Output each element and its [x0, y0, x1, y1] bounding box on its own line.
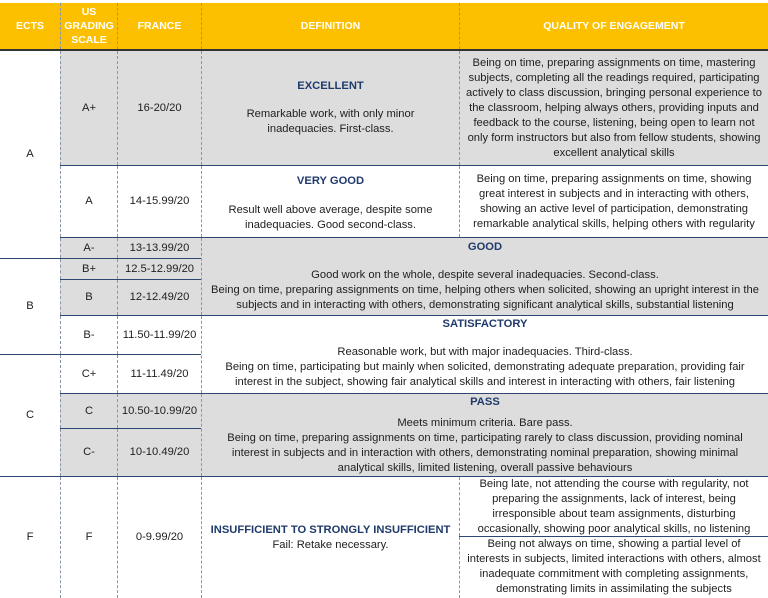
france-grade: 11-11.49/20: [130, 367, 189, 380]
header-quality-label: QUALITY OF ENGAGEMENT: [543, 20, 685, 32]
header-definition: [201, 3, 459, 49]
france-grade-cell: [117, 238, 201, 258]
definition-title: VERY GOOD: [296, 175, 365, 187]
header-france-label: FRANCE: [137, 20, 182, 32]
quality-insufficient-2: [459, 537, 768, 598]
definition-good: [201, 238, 768, 315]
header-france: [117, 3, 201, 49]
definition-text: Good work on the whole, despite several inadequacies. Second-class.: [311, 269, 659, 281]
row-divider: [60, 315, 768, 316]
definition-title: INSUFFICIENT TO STRONGLY INSUFFICIENT: [210, 523, 451, 536]
row-divider: [60, 428, 201, 429]
us-grade: C+: [81, 367, 97, 380]
france-grade-cell: [117, 429, 201, 476]
definition-text: Fail: Retake necessary.: [272, 538, 389, 551]
quality-text: Being on time, preparing assignments on time, mastering subjects, completing all the readings required, participating actively to class discussion, bringing personal experience to the classroom, helping always others, providing inputs and feedback to the course, listening, being open to learn not only form instructors but also from fellow students, showing excellent analytical skills: [466, 56, 763, 159]
row-divider: [60, 393, 768, 394]
definition-text: Meets minimum criteria. Bare pass.: [397, 417, 573, 429]
definition-insufficient: [201, 477, 459, 598]
definition-title: EXCELLENT: [297, 80, 364, 92]
us-grade: A-: [83, 241, 95, 254]
row-divider: [0, 354, 201, 355]
us-grade-cell: [60, 280, 117, 315]
us-grade-cell: [60, 477, 117, 598]
header-definition-label: DEFINITION: [300, 20, 361, 32]
ects-cell-b: [0, 258, 60, 354]
row-divider: [0, 476, 768, 477]
quality-text: Being not always on time, showing a partial level of interests in subjects, limited interactions with others, almost inadequate commitment with completing assignments, demonstrating limits in assimilating the subjects: [467, 538, 761, 595]
france-grade: 12.5-12.99/20: [124, 262, 195, 275]
ects-grade-c: C: [25, 408, 35, 421]
france-grade-cell: [117, 166, 201, 237]
us-grade-cell: [60, 355, 117, 393]
us-grade: C-: [83, 446, 95, 458]
ects-grade-a: A: [26, 148, 34, 160]
ects-cell-a: [0, 51, 60, 258]
france-grade: 10.50-10.99/20: [121, 404, 198, 417]
quality-text: Being on time, preparing assignments on time, showing great interest in subjects and in interacting with others, showing an active level of participation, demonstrating remarkable analytical skills, helping others with regularity: [473, 172, 755, 230]
us-grade: B+: [82, 262, 96, 275]
france-grade-cell: [117, 280, 201, 315]
us-grade: A: [85, 195, 93, 207]
france-grade: 13-13.99/20: [129, 241, 190, 254]
ects-grade-f: F: [26, 530, 34, 543]
definition-excellent: [201, 51, 459, 165]
france-grade: 11.50-11.99/20: [122, 328, 197, 341]
us-grade: B-: [83, 328, 95, 341]
france-grade-cell: [117, 394, 201, 428]
definition-text: Result well above average, despite some inadequacies. Good second-class.: [228, 204, 433, 231]
france-grade: 16-20/20: [137, 101, 182, 114]
definition-satisfactory: [201, 316, 768, 393]
definition-title: GOOD: [467, 241, 503, 253]
definition-title: SATISFACTORY: [442, 318, 528, 330]
header-us-grading-scale-label: US GRADING SCALE: [64, 6, 114, 46]
france-grade-cell: [117, 355, 201, 393]
france-grade: 0-9.99/20: [135, 531, 184, 543]
quality-text: Being on time, preparing assignments on time, helping others when solicited, showing an upright interest in the subjects and in interacting with others, demonstrating significant analytical skills, substantial listening: [211, 284, 759, 311]
us-grade-cell: [60, 166, 117, 237]
us-grade-cell: [60, 259, 117, 279]
header-ects-label: ECTS: [15, 20, 44, 32]
ects-cell-f: [0, 476, 60, 598]
us-grade-cell: [60, 394, 117, 428]
ects-cell-c: [0, 354, 60, 476]
quality-text: Being on time, participating but mainly when solicited, demonstrating adequate preparation, providing fair interest in the subject, showing fair analytical skills and interest in interacting with others, fair listening: [225, 361, 745, 388]
france-grade-cell: [117, 259, 201, 279]
france-grade: 10-10.49/20: [129, 446, 190, 458]
quality-very-good: [459, 166, 768, 237]
france-grade-cell: [117, 477, 201, 598]
row-divider: [60, 165, 768, 166]
us-grade-cell: [60, 238, 117, 258]
france-grade: 14-15.99/20: [129, 195, 190, 207]
us-grade: C: [84, 404, 94, 417]
definition-pass: [201, 394, 768, 476]
definition-text: Remarkable work, with only minor inadequacies. First-class.: [246, 108, 415, 135]
header-ects: [0, 3, 60, 49]
header-us-grading-scale: [60, 3, 117, 49]
header-quality-of-engagement: [459, 3, 768, 49]
france-grade-cell: [117, 51, 201, 165]
row-divider: [0, 258, 201, 259]
definition-very-good: [201, 166, 459, 237]
us-grade: A+: [82, 101, 96, 114]
quality-insufficient-1: [459, 477, 768, 536]
france-grade: 12-12.49/20: [129, 291, 190, 303]
us-grade-cell: [60, 316, 117, 354]
row-divider: [60, 279, 201, 280]
us-grade-cell: [60, 51, 117, 165]
us-grade: B: [85, 291, 93, 303]
quality-excellent: [459, 51, 768, 165]
ects-grade-b: B: [26, 299, 34, 312]
france-grade-cell: [117, 316, 201, 354]
row-divider: [459, 536, 768, 537]
us-grade: F: [85, 531, 93, 543]
row-divider: [60, 237, 768, 238]
quality-text: Being on time, preparing assignments on time, participating rarely to class discussion, providing nominal interest in subjects and in interaction with others, demonstrating nominal preparation, showing minimal analytical skills, limited listening, overall passive behaviours: [227, 432, 743, 474]
quality-text: Being late, not attending the course with regularity, not preparing the assignments, lack of interest, being irresponsible about team assignments, disturbing occasionally, showing poor analytical skills, no listening: [477, 477, 751, 535]
us-grade-cell: [60, 429, 117, 476]
definition-text: Reasonable work, but with major inadequacies. Third-class.: [337, 346, 633, 358]
definition-title: PASS: [470, 396, 500, 408]
